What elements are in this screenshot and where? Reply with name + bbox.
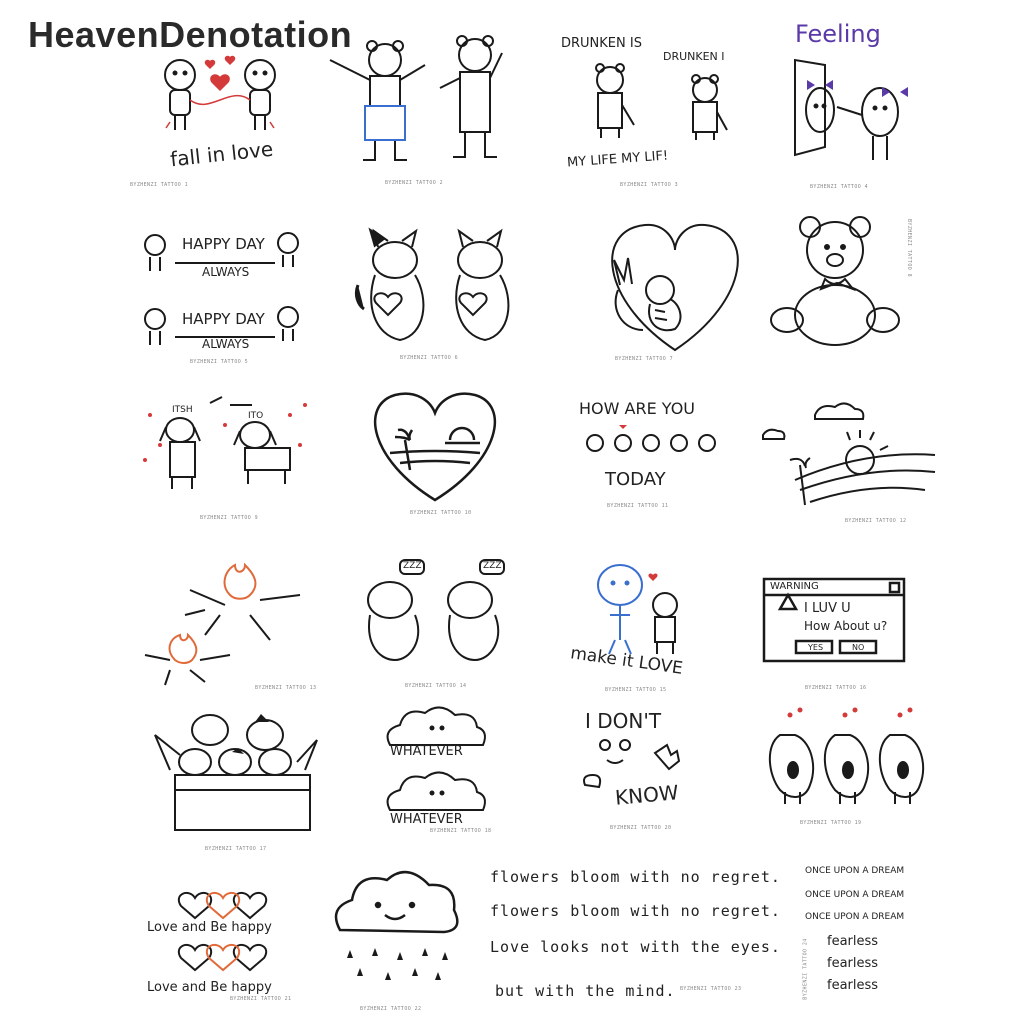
tattoo-line1: HAPPY DAY — [182, 235, 265, 253]
dream-line: ONCE UPON A DREAM — [805, 890, 905, 900]
tattoo-label: BYZHENZI TATTOO 4 — [810, 184, 868, 190]
heart-rabbit-tiger — [560, 210, 790, 372]
tattoo-quotes — [490, 868, 780, 1030]
tattoo-label: BYZHENZI TATTOO 14 — [405, 683, 467, 689]
tattoo-label: BYZHENZI TATTOO 19 — [800, 820, 862, 826]
tattoo-text: Feeling — [795, 20, 881, 48]
fearless-line: fearless — [827, 978, 879, 993]
tattoo-label: BYZHENZI TATTOO 9 — [200, 515, 258, 521]
tattoo-label: BYZHENZI TATTOO 8 — [905, 219, 912, 277]
tattoo-waving-bears — [310, 30, 540, 192]
warning-no: NO — [852, 643, 865, 652]
warning-yes: YES — [808, 643, 824, 652]
zzz-text: ZZZ — [403, 561, 422, 571]
fearless-line: fearless — [827, 956, 879, 971]
tattoo-text: WHATEVER — [390, 744, 463, 759]
tattoo-line2: TODAY — [605, 469, 666, 490]
tattoo-label: BYZHENZI TATTOO 7 — [615, 356, 673, 362]
tattoo-label: BYZHENZI TATTOO 15 — [605, 687, 667, 693]
dog-text-b: ITO — [248, 411, 264, 421]
tattoo-campfire — [130, 540, 360, 702]
tattoo-line2: ALWAYS — [202, 337, 250, 351]
tattoo-island-sun — [755, 390, 985, 552]
warning-line1: I LUV U — [804, 601, 851, 616]
cats-box-illustration — [140, 700, 370, 862]
tattoo-text-top-right: DRUNKEN I — [663, 50, 725, 63]
tattoo-feeling — [770, 20, 1000, 190]
tattoo-happy-day — [130, 215, 360, 377]
tattoo-text: fall in love — [169, 136, 275, 172]
tattoo-label: BYZHENZI TATTOO 11 — [607, 503, 669, 509]
island-sun-waves — [755, 390, 985, 552]
tattoo-label: BYZHENZI TATTOO 24 — [802, 938, 809, 1000]
tattoo-label: BYZHENZI TATTOO 21 — [230, 996, 292, 1002]
tattoo-text: Love and Be happy — [147, 920, 272, 935]
tattoo-text: WHATEVER — [390, 812, 463, 827]
tattoo-text: make it LOVE — [569, 643, 685, 679]
tattoo-label: BYZHENZI TATTOO 1 — [130, 182, 188, 188]
tattoo-cats-heart — [330, 215, 560, 377]
whatever-clouds — [370, 700, 600, 862]
tattoo-label: BYZHENZI TATTOO 3 — [620, 182, 678, 188]
tattoo-label: BYZHENZI TATTOO 13 — [255, 685, 317, 691]
tattoo-sleeping-bears — [345, 555, 575, 717]
tattoo-line1: I DON'T — [585, 709, 662, 733]
campfire-faces — [130, 540, 360, 702]
tattoo-text-bottom: MY LIFE MY LIF! — [566, 148, 669, 171]
tattoo-label: BYZHENZI TATTOO 17 — [205, 846, 267, 852]
heart-beach-sunset — [350, 385, 580, 547]
warning-title: WARNING — [770, 581, 819, 592]
tattoo-line2: ALWAYS — [202, 265, 250, 279]
tattoo-line1: HAPPY DAY — [182, 310, 265, 328]
tattoo-heart-friends — [560, 210, 790, 372]
tattoo-label: BYZHENZI TATTOO 5 — [190, 359, 248, 365]
tattoo-label: BYZHENZI TATTOO 2 — [385, 180, 443, 186]
tattoo-label: BYZHENZI TATTOO 16 — [805, 685, 867, 691]
tattoo-label: BYZHENZI TATTOO 22 — [360, 1006, 422, 1012]
tattoo-text-top-left: DRUNKEN IS — [561, 36, 642, 51]
tattoo-label: BYZHENZI TATTOO 6 — [400, 355, 458, 361]
quote-line: flowers bloom with no regret. — [490, 868, 781, 886]
tattoo-once-upon-a-dream — [802, 866, 1024, 1028]
tattoo-line1: HOW ARE YOU — [579, 399, 695, 418]
waving-bears-illustration — [310, 30, 540, 192]
tattoo-label: BYZHENZI TATTOO 10 — [410, 510, 472, 516]
quote-line: Love looks not with the eyes. — [490, 938, 781, 956]
tattoo-label: BYZHENZI TATTOO 12 — [845, 518, 907, 524]
couple-astronaut-illustration — [110, 30, 340, 192]
tattoo-label: BYZHENZI TATTOO 23 — [680, 986, 742, 992]
tattoo-label: BYZHENZI TATTOO 18 — [430, 828, 492, 834]
tattoo-line2: KNOW — [614, 780, 680, 810]
tattoo-label: BYZHENZI TATTOO 20 — [610, 825, 672, 831]
tattoo-fall-in-love — [110, 30, 340, 192]
tattoo-cats-in-box — [140, 700, 370, 862]
dream-line: ONCE UPON A DREAM — [805, 866, 905, 876]
sleeping-bears — [345, 555, 575, 717]
teddy-bear-illustration — [765, 205, 995, 367]
two-dogs-illustration — [130, 385, 360, 547]
tattoo-text: Love and Be happy — [147, 980, 272, 995]
mirror-egg-illustration — [770, 20, 1000, 182]
tattoo-avocados — [755, 700, 985, 862]
quote-line: but with the mind. — [495, 982, 676, 1000]
dog-text-a: ITSH — [172, 405, 193, 415]
watermark-text: HeavenDenotation — [28, 14, 353, 55]
tattoo-teddy-bear — [765, 205, 995, 367]
fearless-line: fearless — [827, 934, 879, 949]
tattoo-whatever-clouds — [370, 700, 600, 862]
zzz-text: ZZZ — [483, 561, 502, 571]
tattoo-drunken — [545, 30, 775, 192]
warning-line2: How About u? — [804, 619, 888, 633]
dream-line: ONCE UPON A DREAM — [805, 912, 905, 922]
cats-hugging-heart — [330, 215, 560, 377]
tattoo-dogs — [130, 385, 360, 547]
three-avocados — [755, 700, 985, 862]
quote-line: flowers bloom with no regret. — [490, 902, 781, 920]
tattoo-heart-beach — [350, 385, 580, 547]
